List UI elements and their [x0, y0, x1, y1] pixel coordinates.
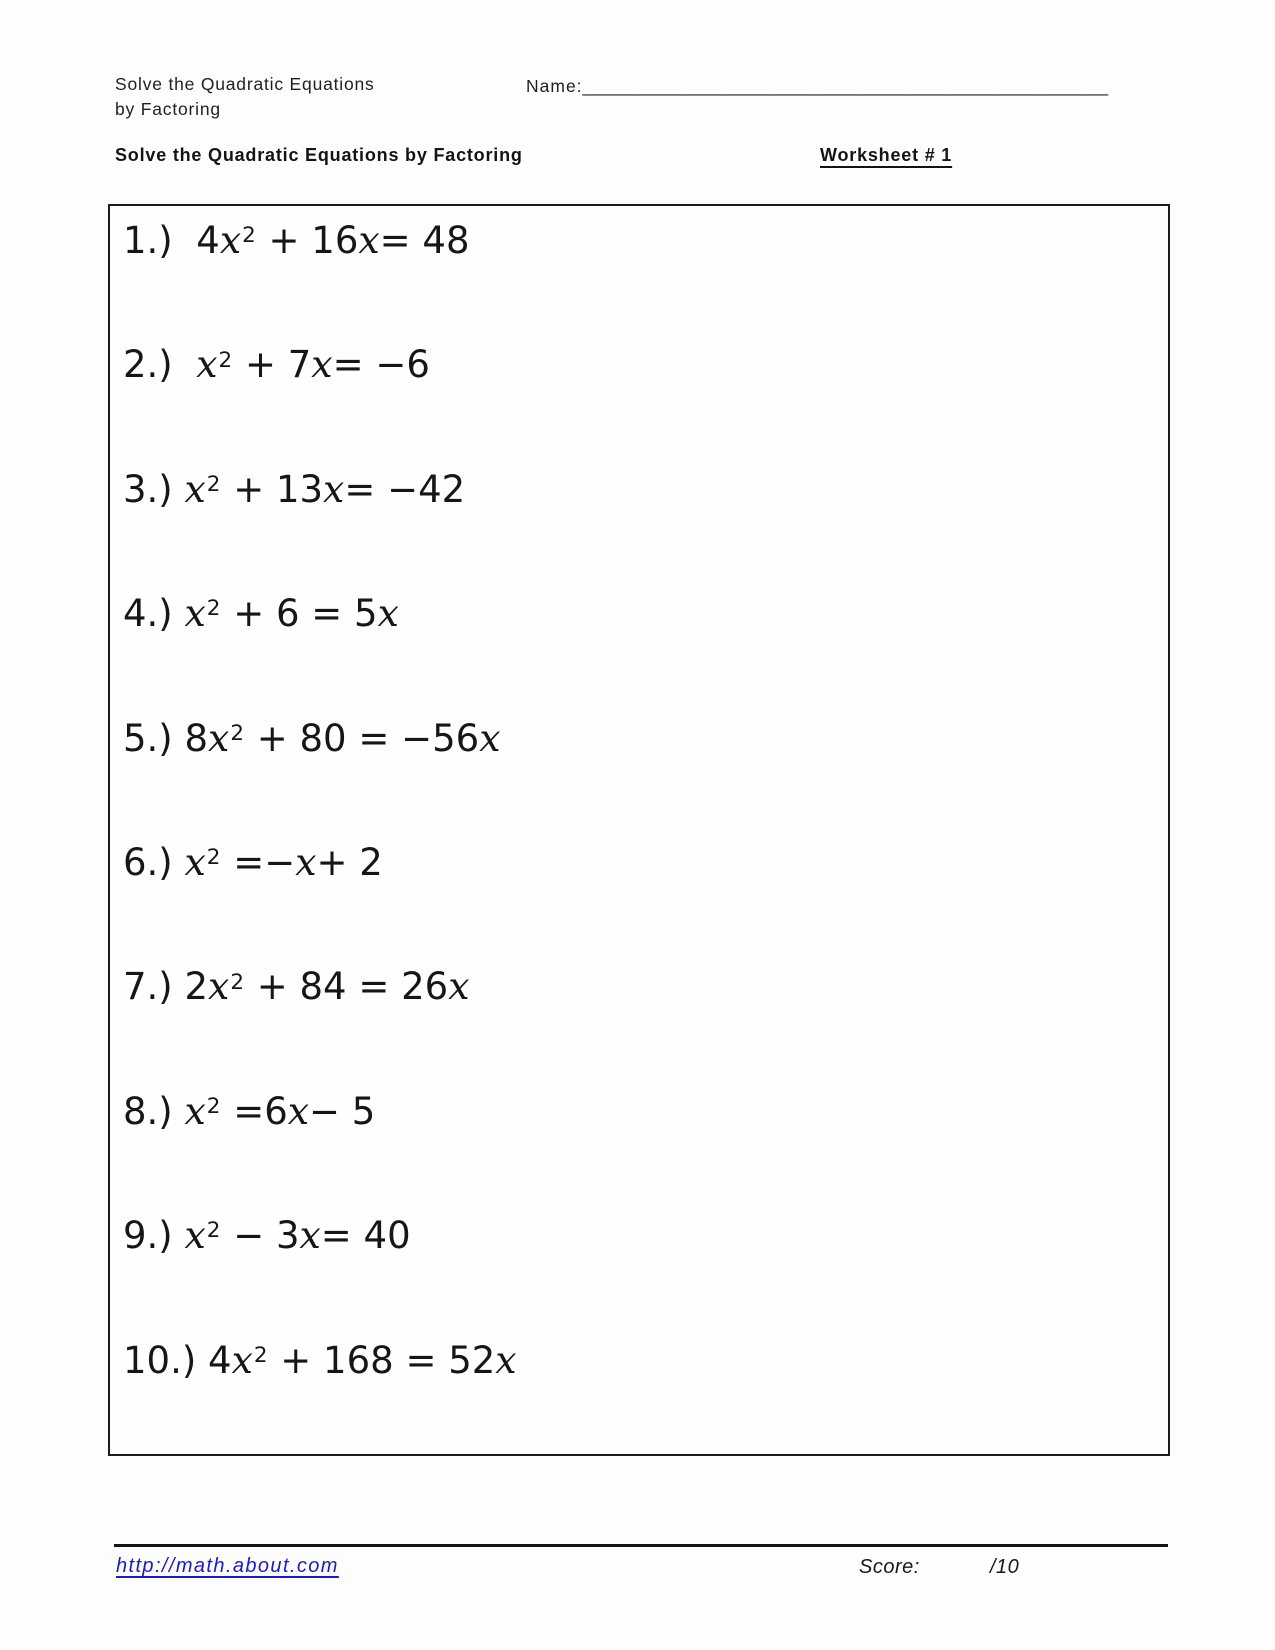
problem-equation: 4.) $x^2 + 6 = 5x$	[123, 591, 399, 636]
math-variable-x: x	[196, 342, 218, 387]
exponent-2: 2	[206, 1094, 221, 1120]
exponent-2: 2	[253, 1342, 268, 1368]
math-variable-x: x	[448, 964, 470, 1009]
problem-equation: 1.) $4x^2 + 16x= 48$	[123, 218, 470, 262]
exponent-2: 2	[206, 596, 221, 622]
document-title-line1: Solve the Quadratic Equations	[115, 74, 375, 94]
score-value: /10	[990, 1556, 1020, 1578]
score-label: Score:	[859, 1556, 920, 1578]
math-variable-x: x	[479, 715, 501, 760]
math-variable-x: x	[184, 1213, 206, 1258]
math-variable-x: x	[495, 1337, 517, 1382]
math-variable-x: x	[287, 1088, 310, 1133]
exponent-2: 2	[206, 1218, 221, 1244]
name-field	[526, 76, 1108, 97]
math-variable-x: x	[231, 1337, 253, 1382]
problem-equation: 10.) $4x^2 + 168 = 52x$	[123, 1337, 517, 1382]
math-variable-x: x	[184, 840, 206, 884]
math-variable-x: x	[184, 466, 206, 511]
exponent-2: 2	[218, 347, 233, 373]
problem-equation: 2.) $x^2 + 7x= -6$	[123, 342, 430, 387]
document-title-line2: by Factoring	[115, 99, 221, 119]
problem-equation: 5.) $8x^2 + 80 = -56x$	[123, 715, 501, 760]
document-title	[115, 72, 375, 122]
problem-equation: 3.) $x^2 + 13x= -42$	[123, 466, 466, 511]
math-variable-x: x	[377, 591, 399, 636]
name-blank-line: ______________________________________________________	[582, 76, 1109, 96]
math-variable-x: x	[311, 342, 333, 387]
math-variable-x: x	[295, 840, 317, 884]
math-variable-x: x	[208, 715, 230, 760]
math-variable-x: x	[299, 1213, 321, 1258]
math-variable-x: x	[323, 466, 345, 511]
math-variable-x: x	[358, 218, 380, 262]
problems-list	[108, 204, 1170, 1456]
problem-equation: 7.) $2x^2 + 84 = 26x$	[123, 964, 470, 1009]
problem-equation: 8.) $x^2 =6x- 5$	[123, 1088, 376, 1133]
exponent-2: 2	[230, 720, 244, 746]
problem-equation: 6.) $x^2 =-x+ 2$	[123, 840, 383, 884]
worksheet-number: Worksheet # 1	[820, 145, 953, 165]
exponent-2: 2	[230, 969, 244, 995]
math-variable-x: x	[219, 218, 242, 262]
math-variable-x: x	[184, 591, 206, 636]
footer-divider	[114, 1544, 1168, 1547]
problem-equation: 9.) $x^2 - 3x= 40$	[123, 1213, 411, 1258]
worksheet-title: Solve the Quadratic Equations by Factoring	[115, 145, 523, 165]
exponent-2: 2	[206, 845, 221, 871]
math-variable-x: x	[208, 964, 230, 1009]
math-variable-x: x	[184, 1088, 206, 1133]
exponent-2: 2	[206, 472, 221, 498]
source-url-link[interactable]: http://math.about.com	[116, 1555, 339, 1577]
name-label: Name:	[526, 76, 583, 96]
exponent-2: 2	[242, 223, 256, 249]
